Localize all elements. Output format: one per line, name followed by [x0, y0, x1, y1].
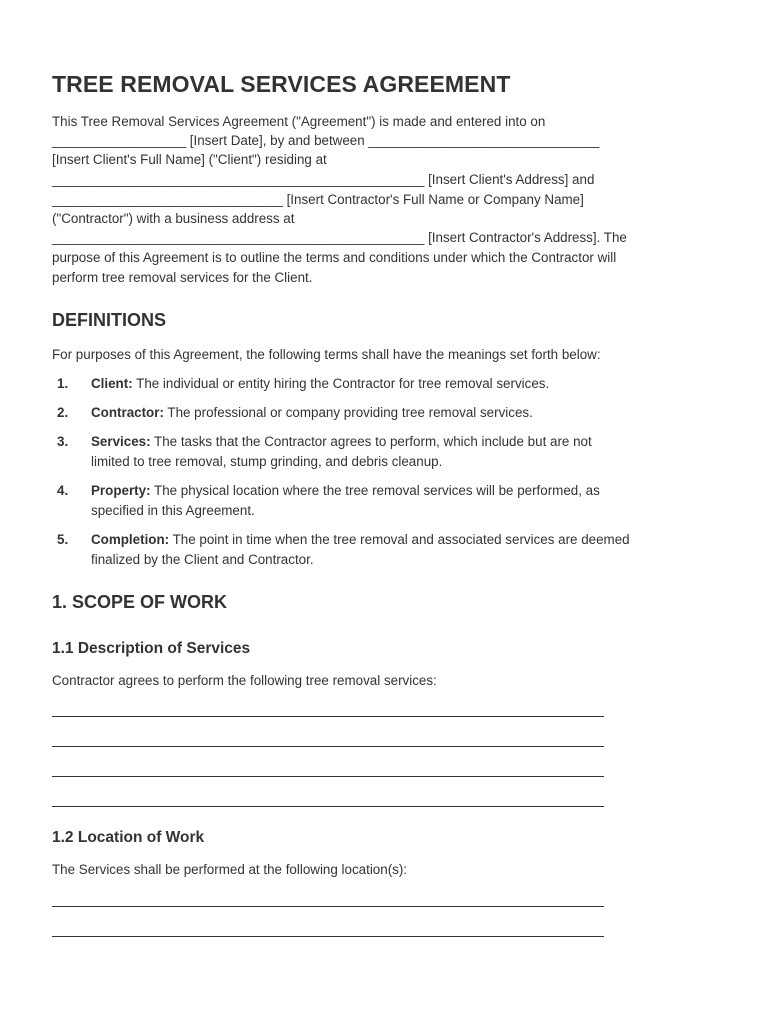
blank-line — [52, 906, 604, 907]
description-heading: 1.1 Description of Services — [52, 640, 251, 657]
definition-term: Property: — [91, 483, 151, 498]
description-text: Contractor agrees to perform the following tree removal services: — [52, 673, 437, 688]
blank-line — [52, 776, 604, 777]
definition-number: 1. — [57, 376, 69, 391]
blank-line — [52, 716, 604, 717]
intro-line: __________________________________________________ [Insert Contractor's Address]. The — [52, 230, 627, 245]
intro-line: _______________________________ [Insert Contractor's Full Name or Company Name] — [52, 192, 584, 207]
intro-line: purpose of this Agreement is to outline the terms and conditions under which the Contractor will — [52, 250, 617, 265]
definition-number: 5. — [57, 532, 69, 547]
definition-term: Services: — [91, 434, 151, 449]
intro-line: __________________ [Insert Date], by and between _______________________________ — [52, 133, 600, 148]
definitions-intro: For purposes of this Agreement, the following terms shall have the meanings set forth below: — [52, 347, 601, 362]
definition-text-continued: finalized by the Client and Contractor. — [91, 551, 314, 567]
intro-line: ("Contractor") with a business address at — [52, 211, 295, 226]
definition-term: Completion: — [91, 532, 170, 547]
blank-line — [52, 936, 604, 937]
intro-line: perform tree removal services for the Client. — [52, 270, 313, 285]
definition-text: The professional or company providing tree removal services. — [163, 405, 533, 420]
blank-line — [52, 746, 604, 747]
definition-term: Contractor: — [91, 405, 164, 420]
definition-text: The point in time when the tree removal and associated services are deemed — [169, 532, 630, 547]
document-title: TREE REMOVAL SERVICES AGREEMENT — [52, 71, 511, 97]
intro-line: [Insert Client's Full Name] ("Client") residing at — [52, 152, 327, 167]
location-heading: 1.2 Location of Work — [52, 829, 205, 846]
blank-line — [52, 806, 604, 807]
definition-text-continued: limited to tree removal, stump grinding, and debris cleanup. — [91, 453, 443, 469]
definition-text-continued: specified in this Agreement. — [91, 502, 255, 518]
definition-text: The physical location where the tree removal services will be performed, as — [150, 483, 600, 498]
definition-term: Client: — [91, 376, 133, 391]
intro-line: __________________________________________________ [Insert Client's Address] and — [52, 172, 595, 187]
definition-text: The individual or entity hiring the Contractor for tree removal services. — [132, 376, 550, 391]
definition-number: 2. — [57, 405, 69, 420]
definitions-heading: DEFINITIONS — [52, 310, 167, 330]
intro-line: This Tree Removal Services Agreement ("Agreement") is made and entered into on — [52, 114, 546, 129]
definition-number: 3. — [57, 434, 69, 449]
scope-heading: 1. SCOPE OF WORK — [52, 592, 228, 612]
definition-number: 4. — [57, 483, 69, 498]
location-text: The Services shall be performed at the following location(s): — [52, 862, 408, 877]
definition-text: The tasks that the Contractor agrees to perform, which include but are not — [150, 434, 592, 449]
